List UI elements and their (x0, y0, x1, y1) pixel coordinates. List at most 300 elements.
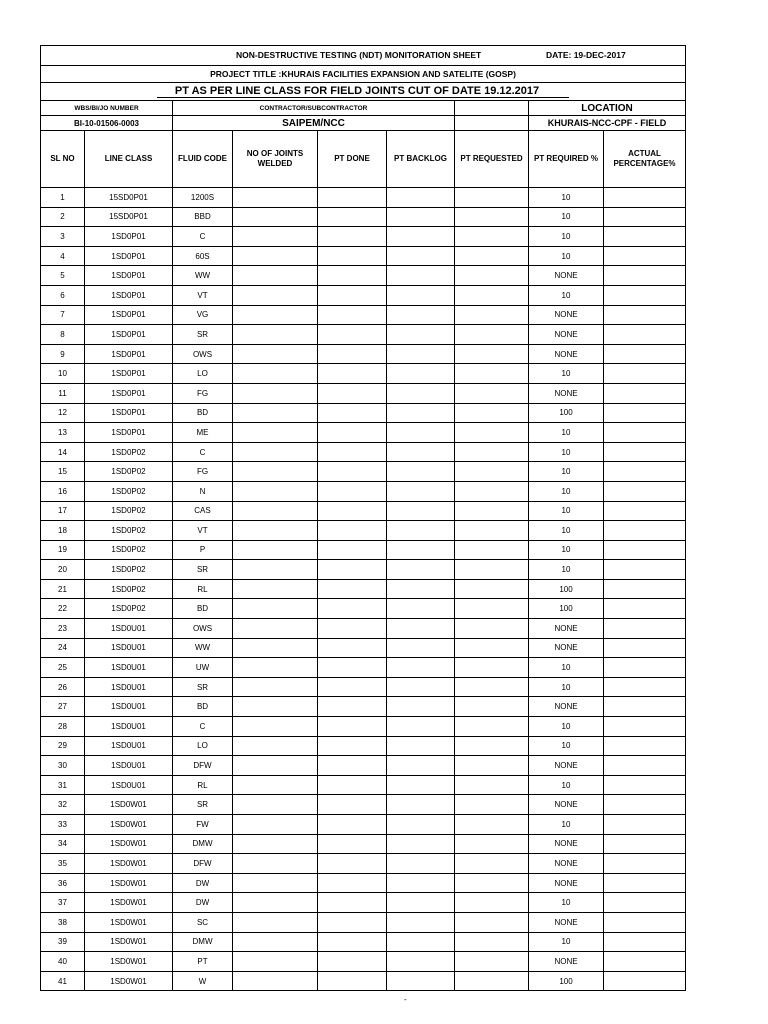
joints-welded-cell (233, 521, 318, 541)
table-row (41, 442, 686, 462)
actual-percentage-cell (604, 638, 686, 658)
line-class-cell: 1SD0U01 (85, 717, 173, 737)
sl-no-cell: 37 (41, 893, 85, 913)
pt-done-cell (318, 677, 387, 697)
line-class-cell: 1SD0U01 (85, 775, 173, 795)
fluid-code-cell: VT (173, 521, 233, 541)
line-class-cell: 1SD0W01 (85, 932, 173, 952)
line-class-cell: 1SD0P01 (85, 266, 173, 286)
pt-requested-cell (455, 854, 529, 874)
pt-required-cell: NONE (529, 305, 604, 325)
pt-required-cell: 10 (529, 521, 604, 541)
joints-welded-cell (233, 246, 318, 266)
pt-backlog-cell (387, 325, 455, 345)
pt-backlog-cell (387, 364, 455, 384)
pt-backlog-cell (387, 442, 455, 462)
fluid-code-cell: PT (173, 952, 233, 972)
table-row (41, 677, 686, 697)
pt-required-cell: 10 (529, 188, 604, 208)
pt-backlog-cell (387, 736, 455, 756)
joints-welded-cell (233, 912, 318, 932)
table-row (41, 638, 686, 658)
pt-done-cell (318, 423, 387, 443)
actual-percentage-cell (604, 795, 686, 815)
table-row (41, 834, 686, 854)
line-class-cell: 1SD0W01 (85, 952, 173, 972)
pt-required-cell: NONE (529, 834, 604, 854)
fluid-code-cell: LO (173, 364, 233, 384)
blank-cell (455, 101, 529, 116)
pt-required-cell: 10 (529, 364, 604, 384)
fluid-code-cell: 60S (173, 246, 233, 266)
pt-required-cell: 10 (529, 462, 604, 482)
pt-done-cell (318, 932, 387, 952)
actual-percentage-cell (604, 325, 686, 345)
pt-backlog-cell (387, 893, 455, 913)
column-header: PT DONE (318, 131, 387, 188)
sl-no-cell: 36 (41, 873, 85, 893)
pt-done-cell (318, 364, 387, 384)
actual-percentage-cell (604, 952, 686, 972)
pt-requested-cell (455, 462, 529, 482)
sl-no-cell: 16 (41, 481, 85, 501)
actual-percentage-cell (604, 893, 686, 913)
fluid-code-cell: C (173, 227, 233, 247)
table-row (41, 815, 686, 835)
actual-percentage-cell (604, 756, 686, 776)
pt-required-cell: 10 (529, 815, 604, 835)
fluid-code-cell: BD (173, 599, 233, 619)
pt-backlog-cell (387, 932, 455, 952)
line-class-cell: 1SD0P02 (85, 599, 173, 619)
joints-welded-cell (233, 873, 318, 893)
pt-required-cell: 10 (529, 560, 604, 580)
table-row (41, 325, 686, 345)
sheet-title: NON-DESTRUCTIVE TESTING (NDT) MONITORATION SHEET (236, 50, 482, 60)
joints-welded-cell (233, 795, 318, 815)
joints-welded-cell (233, 756, 318, 776)
sl-no-cell: 4 (41, 246, 85, 266)
actual-percentage-cell (604, 266, 686, 286)
line-class-cell: 1SD0W01 (85, 795, 173, 815)
joints-welded-cell (233, 364, 318, 384)
pt-requested-cell (455, 677, 529, 697)
fluid-code-cell: DMW (173, 932, 233, 952)
joints-welded-cell (233, 423, 318, 443)
pt-required-cell: 100 (529, 971, 604, 991)
actual-percentage-cell (604, 462, 686, 482)
fluid-code-cell: DMW (173, 834, 233, 854)
pt-backlog-cell (387, 619, 455, 639)
table-row (41, 344, 686, 364)
pt-done-cell (318, 462, 387, 482)
pt-done-cell (318, 638, 387, 658)
pt-done-cell (318, 912, 387, 932)
pt-done-cell (318, 207, 387, 227)
column-header: PT BACKLOG (387, 131, 455, 188)
table-row (41, 619, 686, 639)
pt-backlog-cell (387, 560, 455, 580)
pt-done-cell (318, 442, 387, 462)
fluid-code-cell: LO (173, 736, 233, 756)
table-row (41, 579, 686, 599)
line-class-cell: 1SD0P01 (85, 403, 173, 423)
contractor-value: SAIPEM/NCC (173, 116, 455, 131)
joints-welded-cell (233, 932, 318, 952)
fluid-code-cell: WW (173, 266, 233, 286)
actual-percentage-cell (604, 912, 686, 932)
pt-required-cell: 10 (529, 207, 604, 227)
line-class-cell: 1SD0P02 (85, 521, 173, 541)
sl-no-cell: 28 (41, 717, 85, 737)
joints-welded-cell (233, 540, 318, 560)
sl-no-cell: 9 (41, 344, 85, 364)
table-row (41, 403, 686, 423)
sl-no-cell: 8 (41, 325, 85, 345)
pt-done-cell (318, 540, 387, 560)
pt-requested-cell (455, 697, 529, 717)
pt-backlog-cell (387, 246, 455, 266)
sl-no-cell: 31 (41, 775, 85, 795)
blank-cell (455, 116, 529, 131)
table-row (41, 971, 686, 991)
actual-percentage-cell (604, 403, 686, 423)
pt-requested-cell (455, 756, 529, 776)
pt-backlog-cell (387, 717, 455, 737)
line-class-cell: 1SD0P02 (85, 442, 173, 462)
actual-percentage-cell (604, 188, 686, 208)
pt-required-cell: 10 (529, 481, 604, 501)
pt-requested-cell (455, 207, 529, 227)
pt-backlog-cell (387, 266, 455, 286)
fluid-code-cell: BD (173, 403, 233, 423)
line-class-cell: 1SD0P02 (85, 462, 173, 482)
column-header: ACTUAL PERCENTAGE% (604, 131, 686, 188)
fluid-code-cell: DW (173, 893, 233, 913)
line-class-cell: 1SD0P01 (85, 227, 173, 247)
fluid-code-cell: SC (173, 912, 233, 932)
joints-welded-cell (233, 579, 318, 599)
sl-no-cell: 27 (41, 697, 85, 717)
pt-requested-cell (455, 403, 529, 423)
pt-done-cell (318, 717, 387, 737)
footer-mark: - (404, 995, 407, 1004)
fluid-code-cell: RL (173, 579, 233, 599)
line-class-cell: 1SD0P01 (85, 364, 173, 384)
ndt-monitoring-sheet (40, 45, 685, 991)
fluid-code-cell: SR (173, 325, 233, 345)
line-class-cell: 1SD0P01 (85, 344, 173, 364)
pt-required-cell: NONE (529, 795, 604, 815)
pt-required-cell: NONE (529, 912, 604, 932)
fluid-code-cell: FW (173, 815, 233, 835)
joints-welded-cell (233, 403, 318, 423)
pt-requested-cell (455, 540, 529, 560)
joints-welded-cell (233, 462, 318, 482)
line-class-cell: 1SD0P01 (85, 383, 173, 403)
sl-no-cell: 22 (41, 599, 85, 619)
column-header: PT REQUESTED (455, 131, 529, 188)
sheet-title-cell (41, 46, 686, 66)
pt-backlog-cell (387, 521, 455, 541)
sl-no-cell: 26 (41, 677, 85, 697)
pt-requested-cell (455, 775, 529, 795)
joints-welded-cell (233, 560, 318, 580)
actual-percentage-cell (604, 971, 686, 991)
actual-percentage-cell (604, 677, 686, 697)
line-class-cell: 1SD0W01 (85, 834, 173, 854)
joints-welded-cell (233, 266, 318, 286)
pt-done-cell (318, 481, 387, 501)
pt-backlog-cell (387, 481, 455, 501)
joints-welded-cell (233, 952, 318, 972)
joints-welded-cell (233, 305, 318, 325)
fluid-code-cell: SR (173, 795, 233, 815)
pt-done-cell (318, 188, 387, 208)
pt-backlog-cell (387, 501, 455, 521)
pt-required-cell: 10 (529, 246, 604, 266)
joints-welded-cell (233, 344, 318, 364)
pt-required-cell: 10 (529, 893, 604, 913)
joints-welded-cell (233, 677, 318, 697)
actual-percentage-cell (604, 540, 686, 560)
joints-welded-cell (233, 442, 318, 462)
pt-backlog-cell (387, 677, 455, 697)
joints-welded-cell (233, 834, 318, 854)
joints-welded-cell (233, 638, 318, 658)
table-row (41, 717, 686, 737)
actual-percentage-cell (604, 619, 686, 639)
wbs-value: BI-10-01506-0003 (41, 116, 173, 131)
pt-requested-cell (455, 423, 529, 443)
pt-done-cell (318, 579, 387, 599)
pt-done-cell (318, 501, 387, 521)
table-row (41, 540, 686, 560)
line-class-cell: 1SD0U01 (85, 619, 173, 639)
joints-welded-cell (233, 619, 318, 639)
table-row (41, 932, 686, 952)
joints-welded-cell (233, 481, 318, 501)
line-class-cell: 1SD0W01 (85, 971, 173, 991)
sl-no-cell: 21 (41, 579, 85, 599)
location-value: KHURAIS-NCC-CPF - FIELD (529, 116, 686, 131)
pt-done-cell (318, 952, 387, 972)
joints-welded-cell (233, 207, 318, 227)
table-row (41, 501, 686, 521)
pt-backlog-cell (387, 227, 455, 247)
fluid-code-cell: N (173, 481, 233, 501)
table-row (41, 795, 686, 815)
pt-backlog-cell (387, 285, 455, 305)
pt-done-cell (318, 227, 387, 247)
column-header: LINE CLASS (85, 131, 173, 188)
actual-percentage-cell (604, 246, 686, 266)
table-row (41, 893, 686, 913)
joints-welded-cell (233, 599, 318, 619)
pt-backlog-cell (387, 854, 455, 874)
line-class-cell: 1SD0P01 (85, 246, 173, 266)
sl-no-cell: 41 (41, 971, 85, 991)
pt-backlog-cell (387, 403, 455, 423)
pt-requested-cell (455, 619, 529, 639)
actual-percentage-cell (604, 481, 686, 501)
table-row (41, 560, 686, 580)
table-row (41, 756, 686, 776)
pt-required-cell: 10 (529, 501, 604, 521)
pt-done-cell (318, 854, 387, 874)
fluid-code-cell: VG (173, 305, 233, 325)
pt-backlog-cell (387, 599, 455, 619)
joints-welded-cell (233, 893, 318, 913)
pt-requested-cell (455, 560, 529, 580)
pt-backlog-cell (387, 383, 455, 403)
sl-no-cell: 35 (41, 854, 85, 874)
fluid-code-cell: RL (173, 775, 233, 795)
line-class-cell: 1SD0U01 (85, 677, 173, 697)
sl-no-cell: 20 (41, 560, 85, 580)
pt-done-cell (318, 266, 387, 286)
pt-backlog-cell (387, 423, 455, 443)
line-class-cell: 1SD0P02 (85, 481, 173, 501)
pt-required-cell: NONE (529, 952, 604, 972)
column-header: PT REQUIRED % (529, 131, 604, 188)
sl-no-cell: 15 (41, 462, 85, 482)
fluid-code-cell: C (173, 442, 233, 462)
actual-percentage-cell (604, 423, 686, 443)
pt-requested-cell (455, 266, 529, 286)
pt-backlog-cell (387, 834, 455, 854)
pt-requested-cell (455, 285, 529, 305)
joints-welded-cell (233, 285, 318, 305)
pt-done-cell (318, 795, 387, 815)
sl-no-cell: 34 (41, 834, 85, 854)
line-class-cell: 1SD0P01 (85, 285, 173, 305)
pt-backlog-cell (387, 873, 455, 893)
actual-percentage-cell (604, 717, 686, 737)
pt-requested-cell (455, 481, 529, 501)
sl-no-cell: 14 (41, 442, 85, 462)
pt-requested-cell (455, 246, 529, 266)
ndt-table (40, 45, 686, 991)
actual-percentage-cell (604, 442, 686, 462)
actual-percentage-cell (604, 285, 686, 305)
sl-no-cell: 5 (41, 266, 85, 286)
fluid-code-cell: WW (173, 638, 233, 658)
fluid-code-cell: UW (173, 658, 233, 678)
pt-done-cell (318, 560, 387, 580)
fluid-code-cell: SR (173, 560, 233, 580)
sl-no-cell: 38 (41, 912, 85, 932)
pt-done-cell (318, 658, 387, 678)
joints-welded-cell (233, 501, 318, 521)
actual-percentage-cell (604, 854, 686, 874)
joints-welded-cell (233, 717, 318, 737)
joints-welded-cell (233, 854, 318, 874)
pt-backlog-cell (387, 795, 455, 815)
subtitle-cell (41, 83, 686, 101)
pt-done-cell (318, 403, 387, 423)
pt-requested-cell (455, 305, 529, 325)
pt-requested-cell (455, 893, 529, 913)
column-header: FLUID CODE (173, 131, 233, 188)
actual-percentage-cell (604, 736, 686, 756)
pt-done-cell (318, 775, 387, 795)
pt-requested-cell (455, 932, 529, 952)
sheet-date: DATE: 19-DEC-2017 (546, 50, 626, 60)
joints-welded-cell (233, 775, 318, 795)
fluid-code-cell: P (173, 540, 233, 560)
fluid-code-cell: SR (173, 677, 233, 697)
fluid-code-cell: VT (173, 285, 233, 305)
joints-welded-cell (233, 697, 318, 717)
table-row (41, 383, 686, 403)
line-class-cell: 1SD0P01 (85, 305, 173, 325)
line-class-cell: 15SD0P01 (85, 188, 173, 208)
pt-done-cell (318, 305, 387, 325)
pt-requested-cell (455, 599, 529, 619)
line-class-cell: 15SD0P01 (85, 207, 173, 227)
pt-backlog-cell (387, 756, 455, 776)
pt-required-cell: NONE (529, 854, 604, 874)
pt-requested-cell (455, 344, 529, 364)
actual-percentage-cell (604, 344, 686, 364)
table-row (41, 775, 686, 795)
table-row (41, 736, 686, 756)
line-class-cell: 1SD0P02 (85, 540, 173, 560)
sl-no-cell: 19 (41, 540, 85, 560)
sl-no-cell: 3 (41, 227, 85, 247)
pt-done-cell (318, 873, 387, 893)
pt-done-cell (318, 736, 387, 756)
actual-percentage-cell (604, 697, 686, 717)
wbs-label: WBS/BI/JO NUMBER (41, 101, 173, 116)
line-class-cell: 1SD0U01 (85, 658, 173, 678)
joints-welded-cell (233, 971, 318, 991)
pt-required-cell: NONE (529, 266, 604, 286)
line-class-cell: 1SD0U01 (85, 638, 173, 658)
line-class-cell: 1SD0P02 (85, 501, 173, 521)
line-class-cell: 1SD0P01 (85, 325, 173, 345)
pt-backlog-cell (387, 305, 455, 325)
pt-backlog-cell (387, 815, 455, 835)
sl-no-cell: 25 (41, 658, 85, 678)
pt-backlog-cell (387, 638, 455, 658)
pt-done-cell (318, 325, 387, 345)
pt-required-cell: NONE (529, 756, 604, 776)
pt-required-cell: NONE (529, 344, 604, 364)
pt-done-cell (318, 285, 387, 305)
pt-required-cell: 10 (529, 423, 604, 443)
pt-done-cell (318, 834, 387, 854)
fluid-code-cell: 1200S (173, 188, 233, 208)
pt-requested-cell (455, 364, 529, 384)
pt-required-cell: 10 (529, 717, 604, 737)
sl-no-cell: 17 (41, 501, 85, 521)
pt-requested-cell (455, 815, 529, 835)
pt-requested-cell (455, 521, 529, 541)
fluid-code-cell: DFW (173, 854, 233, 874)
pt-requested-cell (455, 638, 529, 658)
fluid-code-cell: DFW (173, 756, 233, 776)
table-row (41, 285, 686, 305)
pt-requested-cell (455, 952, 529, 972)
line-class-cell: 1SD0P02 (85, 560, 173, 580)
sl-no-cell: 32 (41, 795, 85, 815)
sl-no-cell: 33 (41, 815, 85, 835)
joints-welded-cell (233, 227, 318, 247)
pt-requested-cell (455, 227, 529, 247)
sl-no-cell: 12 (41, 403, 85, 423)
